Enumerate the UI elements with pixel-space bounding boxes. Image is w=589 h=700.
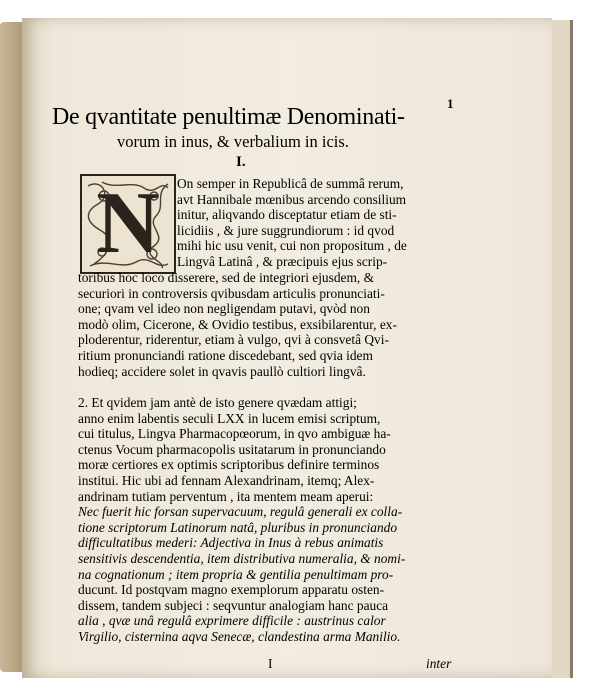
text-line: mihi hic usu venit, cui non propositum , de (177, 238, 407, 254)
initial-letter: N (96, 175, 160, 272)
heading-title: De qvantitate penultimæ Denominati- (52, 104, 405, 130)
text-line: toribus hoc loco disserere, sed de integriori ejusdem, & (78, 270, 375, 285)
text-line: sensitivis descendentia, item distributiva numeralia, & nomi- (78, 550, 406, 566)
text-line: modò olim, Cicerone, & Ovidio testibus, exsibilarentur, ex- (78, 316, 397, 332)
text-line: institui. Hic ubi ad fennam Alexandrinam, itemq; Alex- (78, 472, 375, 488)
text-line: ritium pronunciandi ratione discedebant, sed qvia idem (78, 347, 373, 363)
text-line: avt Hannibale mœnibus arcendo consilium (177, 191, 407, 207)
text-line: On semper in Republicâ de summâ rerum, (177, 176, 404, 191)
text-line: tione scriptorum Latinorum natâ, pluribus in pronunciando (78, 519, 398, 535)
paragraph-1-rest (78, 270, 478, 379)
text-line: Nec fuerit hic forsan supervacuum, regulâ generali ex colla- (78, 504, 403, 520)
text-line: Virgilio, cisternina aqva Senecæ, clandestina arma Manilio. (78, 628, 401, 644)
decorated-initial (80, 174, 176, 274)
text-line: ctenus Vocum pharmacopolis usitatarum in pronunciando (78, 441, 386, 457)
paragraph-2 (78, 395, 488, 645)
text-line: initur, aliqvando disceptatur etiam de sti- (177, 207, 397, 223)
text-line: difficultatibus mederi: Adjectiva in Inus à rebus animatis (78, 535, 384, 551)
page-number: 1 (447, 96, 454, 111)
heading-subtitle: vorum in inus, & verbalium in icis. (117, 132, 349, 151)
text-line: na cognationum ; item propria & gentilia penultimam pro- (78, 566, 394, 582)
text-line: ploderentur, riderentur, etiam à vulgo, qvi à consvetâ Qvi- (78, 332, 389, 348)
text-line: moræ certiores ex optimis scriptoribus definire terminos (78, 457, 380, 473)
book-page (22, 18, 552, 678)
text-line: cui titulus, Lingva Pharmacopœorum, in qvo ambiguæ ha- (78, 426, 391, 442)
text-line: andrinam tutiam perventum , ita mentem meam aperui: (78, 488, 374, 504)
text-line: securiori in controversis qvibusdam articulis pronunciati- (78, 285, 385, 301)
catchword: inter (426, 656, 452, 671)
text-line: Lingvâ Latinâ , & præcipuis ejus scrip- (177, 253, 388, 269)
text-line: licidiis , & jure suggrundiorum : id qvod (177, 222, 395, 238)
section-number: I. (236, 154, 246, 170)
text-line: alia , qvæ unâ regulâ exprimere difficile : austrinus calor (78, 613, 386, 629)
text-line: hodieq; accidere solet in qvavis paullò cultiori lingvâ. (78, 363, 366, 379)
text-line: anno enim labentis seculi LXX in lucem emisi scriptum, (78, 410, 381, 426)
text-line: dissem, tandem subjeci : seqvuntur analogiam hanc pauca (78, 597, 389, 613)
text-line: 2. Et qvidem jam antè de isto genere qvædam attigi; (78, 395, 357, 410)
text-line: one; qvam vel ideo non negligendam putavi, qvòd non (78, 301, 370, 317)
paragraph-1-top (177, 176, 477, 270)
text-line: ducunt. Id postqvam magno exemplorum apparatu osten- (78, 582, 385, 598)
signature-mark: I (268, 656, 273, 671)
